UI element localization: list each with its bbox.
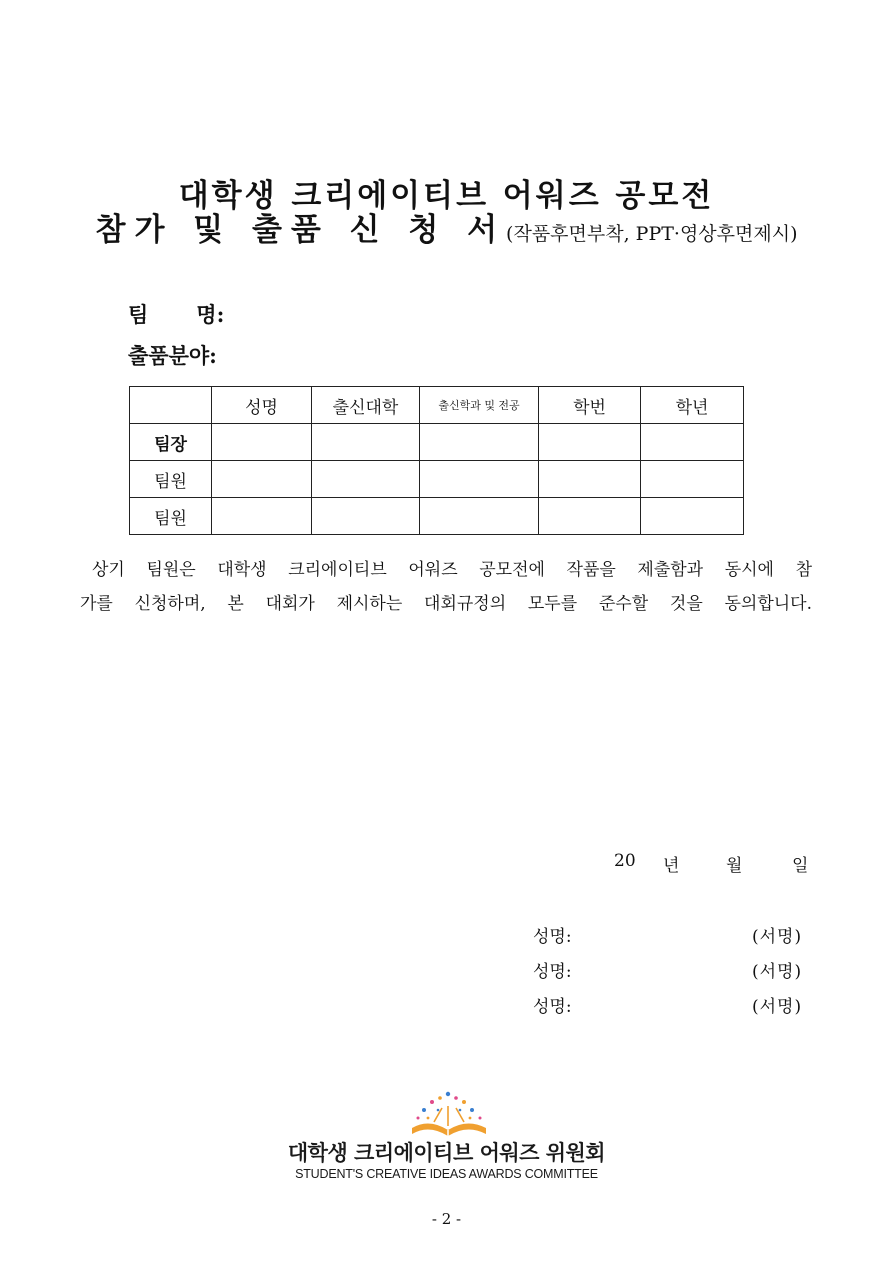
member2-name-cell[interactable]	[212, 498, 312, 535]
document-title-note: (작품후면부착, PPT·영상후면제시)	[506, 223, 798, 245]
team-name-label-a: 팀	[128, 302, 149, 327]
header-student-id: 학번	[539, 387, 641, 424]
table-header-row	[130, 387, 744, 424]
team-name-label-b: 명:	[196, 302, 225, 327]
agreement-statement	[80, 553, 812, 621]
committee-logo-icon	[404, 1088, 494, 1138]
header-university: 출신대학	[312, 387, 420, 424]
member1-grade-cell[interactable]	[641, 461, 744, 498]
document-title-line1: 대학생 크리에이티브 어워즈 공모전	[178, 178, 715, 214]
team-name-field	[128, 299, 224, 329]
member2-grade-cell[interactable]	[641, 498, 744, 535]
header-grade: 학년	[641, 387, 744, 424]
agreement-line2: 가를 신청하며, 본 대회가 제시하는 대회규정의 모두를 준수할 것을 동의합니다.	[80, 594, 812, 614]
leader-department-cell[interactable]	[420, 424, 539, 461]
leader-university-cell[interactable]	[312, 424, 420, 461]
signature-label: 성명:	[533, 997, 572, 1017]
category-field: 출품분야:	[128, 343, 217, 368]
table-row	[130, 461, 744, 498]
member1-student-id-cell[interactable]	[539, 461, 641, 498]
document-title-main: 참가 및 출품 신 청 서	[95, 212, 507, 248]
member2-department-cell[interactable]	[420, 498, 539, 535]
table-row	[130, 498, 744, 535]
signature-label: 성명:	[533, 962, 572, 982]
signature-mark: (서명)	[752, 962, 803, 982]
row-role-member: 팀원	[130, 461, 212, 498]
date-year-prefix: 20	[614, 851, 636, 871]
document-title-line2	[0, 204, 893, 249]
row-role-leader: 팀장	[130, 424, 212, 461]
member1-department-cell[interactable]	[420, 461, 539, 498]
date-month-unit: 월	[726, 856, 743, 876]
header-department: 출신학과 및 전공	[420, 387, 539, 424]
member2-student-id-cell[interactable]	[539, 498, 641, 535]
date-year-unit: 년	[663, 856, 680, 876]
signature-label: 성명:	[533, 927, 572, 947]
members-table	[129, 386, 744, 535]
member1-name-cell[interactable]	[212, 461, 312, 498]
row-role-member: 팀원	[130, 498, 212, 535]
leader-student-id-cell[interactable]	[539, 424, 641, 461]
leader-grade-cell[interactable]	[641, 424, 744, 461]
member1-university-cell[interactable]	[312, 461, 420, 498]
signature-mark: (서명)	[752, 927, 803, 947]
agreement-line1: 상기 팀원은 대학생 크리에이티브 어워즈 공모전에 작품을 제출함과 동시에 참	[92, 560, 812, 580]
page-number: - 2 -	[431, 1210, 462, 1228]
table-row	[130, 424, 744, 461]
organization-name-english: STUDENT'S CREATIVE IDEAS AWARDS COMMITTEE	[295, 1167, 598, 1181]
table-header-empty	[130, 387, 212, 424]
member2-university-cell[interactable]	[312, 498, 420, 535]
organization-name-korean: 대학생 크리에이티브 어워즈 위원회	[287, 1141, 606, 1165]
leader-name-cell[interactable]	[212, 424, 312, 461]
header-name: 성명	[212, 387, 312, 424]
date-day-unit: 일	[792, 856, 809, 876]
signature-mark: (서명)	[752, 997, 803, 1017]
